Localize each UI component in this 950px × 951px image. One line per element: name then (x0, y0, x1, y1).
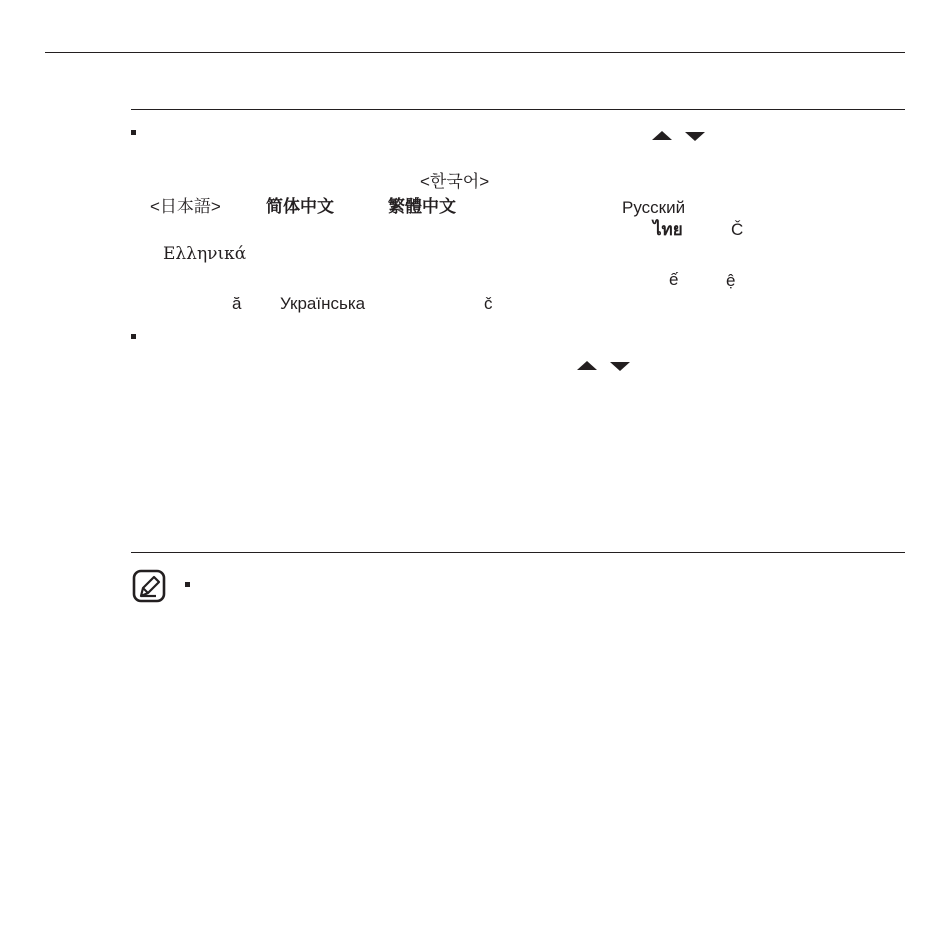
down-arrow-icon (685, 132, 705, 141)
note-pencil-icon (132, 569, 166, 603)
letter-a-breve: ă (232, 294, 242, 313)
language-russian: Русский (622, 198, 686, 217)
language-chinese-traditional: 繁體中文 (388, 197, 456, 216)
letter-c-caron-upper: Č (731, 220, 744, 239)
language-ukrainian: Українська (280, 294, 366, 313)
header-rule (45, 52, 905, 53)
square-bullet-icon (131, 334, 136, 339)
down-arrow-icon (610, 362, 630, 371)
language-greek: Ελληνικά (163, 244, 247, 264)
section-bottom-rule (131, 552, 905, 553)
letter-e-acute-circumflex: ế (669, 270, 679, 289)
square-bullet-icon (131, 130, 136, 135)
up-arrow-icon (652, 131, 672, 140)
letter-e-circumflex-dot: ệ (726, 271, 736, 290)
language-japanese: <日本語> (150, 197, 221, 216)
language-thai: ไทย (653, 220, 683, 239)
up-arrow-icon (577, 361, 597, 370)
section-top-rule (131, 109, 905, 110)
language-korean: <한국어> (420, 172, 490, 191)
square-bullet-icon (185, 582, 190, 587)
letter-c-caron-lower: č (484, 294, 493, 313)
language-chinese-simplified: 简体中文 (266, 197, 334, 216)
